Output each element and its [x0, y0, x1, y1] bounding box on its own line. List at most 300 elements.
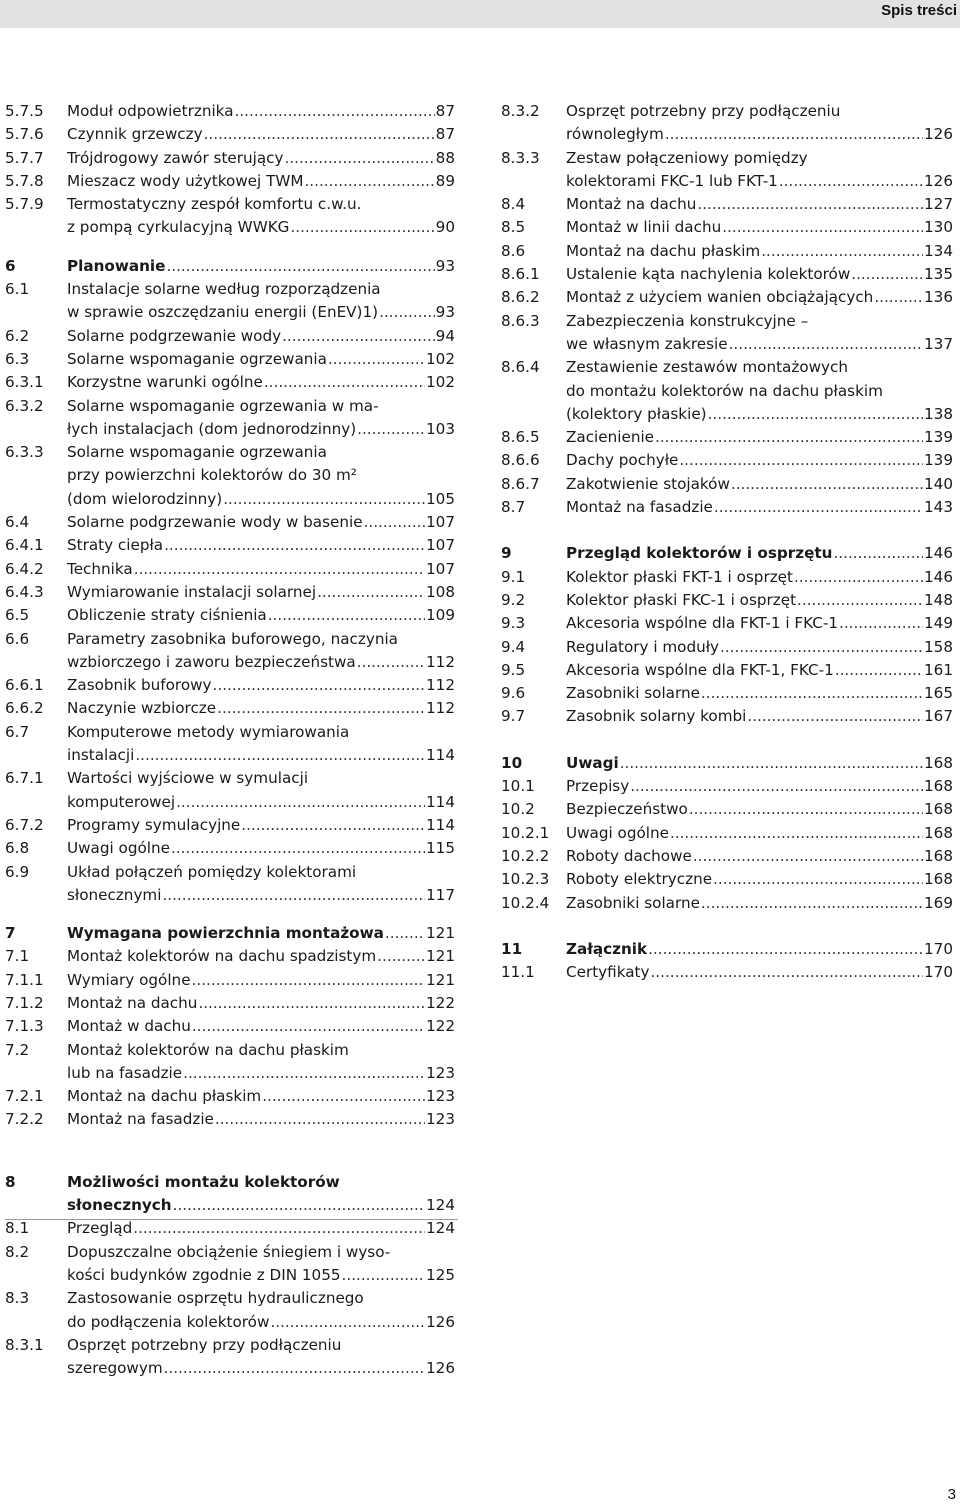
toc-entry[interactable] [501, 822, 953, 845]
toc-entry-title: łych instalacjach (dom jednorodzinny) [67, 419, 357, 438]
toc-entry-title: Przegląd kolektorów i osprzętu [566, 544, 833, 563]
toc-entry-title: Solarne podgrzewanie wody w basenie [67, 513, 363, 532]
toc-entry-number: 9.4 [501, 637, 526, 656]
toc-entry-number: 10.2.4 [501, 893, 550, 912]
dot-leader [215, 1108, 425, 1131]
toc-entry-page: 88 [435, 148, 455, 167]
toc-entry-title: szeregowym [67, 1359, 163, 1378]
toc-entry-title: Programy symulacyjne [67, 815, 241, 834]
toc-entry-page: 123 [426, 1063, 455, 1082]
toc-entry-page: 102 [426, 373, 455, 392]
toc-entry-page: 146 [924, 544, 953, 563]
toc-entry-title: Korzystne warunki ogólne [67, 373, 263, 392]
toc-entry-number: 8.6.7 [501, 474, 540, 493]
toc-entry-page: 170 [924, 963, 953, 982]
toc-entry-number: 8.6.6 [501, 451, 540, 470]
toc-entry-page: 87 [435, 125, 455, 144]
toc-entry-number: 9.2 [501, 590, 526, 609]
toc-entry-title: słonecznymi [67, 885, 162, 904]
toc-entry-number: 8.6.4 [501, 358, 540, 377]
dot-leader [268, 604, 425, 627]
toc-entry-number: 10.2.1 [501, 823, 550, 842]
dot-leader [693, 845, 923, 868]
toc-entry-page: 167 [924, 707, 953, 726]
dot-leader [270, 1311, 425, 1334]
toc-entry-title: Montaż na fasadzie [67, 1110, 214, 1129]
toc-entry[interactable] [5, 170, 455, 193]
toc-entry[interactable] [5, 1108, 455, 1131]
toc-entry[interactable] [5, 581, 455, 604]
toc-entry[interactable] [5, 441, 455, 511]
toc-entry-number: 11 [501, 939, 523, 958]
toc-entry[interactable] [501, 542, 953, 565]
toc-entry[interactable] [5, 1085, 455, 1108]
toc-entry-title: Akcesoria wspólne dla FKT-1, FKC-1 [566, 660, 834, 679]
toc-entry-page: 140 [924, 474, 953, 493]
dot-leader [839, 612, 923, 635]
dot-leader [713, 868, 923, 891]
toc-entry[interactable] [5, 674, 455, 697]
toc-entry-title: Osprzęt potrzebny przy podłączeniu [67, 1335, 342, 1354]
toc-entry[interactable] [5, 992, 455, 1015]
toc-entry-page: 90 [435, 218, 455, 237]
toc-entry[interactable] [5, 558, 455, 581]
toc-entry-title: przy powierzchni kolektorów do 30 m² [67, 466, 357, 485]
section-gap [501, 915, 953, 938]
toc-entry-title: Solarne wspomaganie ogrzewania w ma- [67, 396, 379, 415]
toc-entry-page: 112 [426, 676, 455, 695]
toc-entry-title: Montaż kolektorów na dachu spadzistym [67, 947, 377, 966]
toc-entry-title: (kolektory płaskie) [566, 404, 707, 423]
toc-entry[interactable] [501, 612, 953, 635]
toc-entry-title: Zabezpieczenia konstrukcyjne – [566, 311, 809, 330]
toc-entry-title: Solarne podgrzewanie wody [67, 326, 282, 345]
toc-entry[interactable] [5, 511, 455, 534]
section-gap [5, 1132, 455, 1171]
toc-entry[interactable] [501, 589, 953, 612]
toc-entry-page: 130 [924, 218, 953, 237]
toc-entry-page: 146 [924, 567, 953, 586]
toc-entry-title: Regulatory i moduły [566, 637, 720, 656]
toc-entry-number: 6.4 [5, 513, 30, 532]
toc-entry[interactable] [5, 534, 455, 557]
section-divider [5, 1219, 458, 1220]
toc-entry-number: 6.6.1 [5, 676, 44, 695]
dot-leader [851, 263, 923, 286]
toc-entry-number: 7.2.1 [5, 1087, 44, 1106]
toc-entry[interactable] [501, 100, 953, 147]
toc-entry-title: Zestawienie zestawów montażowych [566, 358, 848, 377]
toc-entry[interactable] [5, 1241, 455, 1288]
toc-entry-title: Załącznik [566, 939, 648, 958]
toc-entry-title: Naczynie wzbiorcze [67, 699, 217, 718]
toc-entry-number: 8.7 [501, 498, 526, 517]
toc-entry-title: Zasobniki solarne [566, 684, 700, 703]
toc-entry[interactable] [501, 286, 953, 309]
dot-leader [379, 301, 435, 324]
toc-entry-page: 108 [426, 582, 455, 601]
toc-entry[interactable] [5, 1287, 455, 1334]
toc-entry-title: Mieszacz wody użytkowej TWM [67, 171, 304, 190]
toc-entry-number: 7.2.2 [5, 1110, 44, 1129]
toc-entry[interactable] [5, 697, 455, 720]
toc-entry[interactable] [5, 1334, 455, 1381]
toc-entry[interactable] [501, 775, 953, 798]
toc-entry[interactable] [501, 426, 953, 449]
toc-column-left [5, 100, 455, 1380]
dot-leader [133, 1217, 425, 1240]
toc-entry-number: 8.3.3 [501, 148, 540, 167]
toc-entry-page: 122 [426, 1017, 455, 1036]
toc-entry-title: Bezpieczeństwo [566, 800, 688, 819]
toc-entry-number: 8.2 [5, 1242, 30, 1261]
toc-entry-number: 5.7.5 [5, 102, 44, 120]
toc-entry[interactable] [501, 473, 953, 496]
toc-entry-page: 121 [426, 924, 455, 943]
toc-entry-page: 126 [426, 1359, 455, 1378]
toc-entry-page: 123 [426, 1110, 455, 1129]
dot-leader [162, 884, 425, 907]
dot-leader [198, 992, 425, 1015]
toc-entry[interactable] [501, 566, 953, 589]
toc-entry-page: 107 [426, 559, 455, 578]
dot-leader [183, 1062, 425, 1085]
toc-entry-page: 124 [426, 1196, 455, 1215]
toc-entry-number: 5.7.7 [5, 148, 44, 167]
toc-entry-title: Parametry zasobnika buforowego, naczynia [67, 629, 398, 648]
toc-entry-title: do podłączenia kolektorów [67, 1312, 270, 1331]
toc-entry-number: 9.3 [501, 614, 526, 633]
toc-entry-number: 6.3.3 [5, 443, 44, 462]
dot-leader [729, 333, 923, 356]
toc-entry[interactable] [5, 371, 455, 394]
dot-leader [176, 791, 425, 814]
toc-entry-title: Montaż w linii dachu [566, 218, 722, 237]
toc-entry-title: Solarne wspomaganie ogrzewania [67, 443, 327, 462]
dot-leader [697, 193, 923, 216]
dot-leader [679, 449, 923, 472]
toc-entry[interactable] [501, 449, 953, 472]
toc-entry[interactable] [501, 636, 953, 659]
toc-entry[interactable] [5, 1171, 455, 1218]
toc-entry-number: 6.3.2 [5, 396, 44, 415]
dot-leader [357, 418, 425, 441]
dot-leader [722, 216, 923, 239]
dot-leader [264, 371, 425, 394]
toc-entry[interactable] [501, 659, 953, 682]
toc-entry[interactable] [501, 938, 953, 961]
toc-entry-title: Montaż z użyciem wanien obciążających [566, 288, 874, 307]
toc-entry-number: 10.1 [501, 777, 535, 796]
toc-entry-title: Montaż kolektorów na dachu płaskim [67, 1040, 349, 1059]
toc-entry-page: 107 [426, 536, 455, 555]
toc-entry[interactable] [5, 628, 455, 675]
toc-entry[interactable] [501, 892, 953, 915]
toc-entry[interactable] [5, 348, 455, 371]
toc-entry[interactable] [5, 1039, 455, 1086]
toc-entry[interactable] [501, 752, 953, 775]
toc-entry-title: Instalacje solarne według rozporządzenia [67, 280, 381, 299]
dot-leader [192, 1015, 425, 1038]
toc-entry-title: słonecznych [67, 1196, 172, 1215]
toc-entry-number: 11.1 [501, 963, 535, 982]
section-gap [501, 729, 953, 752]
toc-entry-title: Montaż na dachu płaskim [67, 1087, 262, 1106]
dot-leader [377, 945, 425, 968]
toc-entry-page: 94 [435, 326, 455, 345]
toc-entry-number: 8.3.1 [5, 1335, 44, 1354]
toc-entry[interactable] [5, 325, 455, 348]
page-number: 3 [947, 1486, 956, 1503]
toc-entry[interactable] [5, 604, 455, 627]
toc-entry-title: Dachy pochyłe [566, 451, 679, 470]
toc-entry[interactable] [501, 868, 953, 891]
toc-entry[interactable] [5, 123, 455, 146]
dot-leader [665, 123, 923, 146]
dot-leader [357, 651, 425, 674]
toc-entry-title: wzbiorczego i zaworu bezpieczeństwa [67, 652, 356, 671]
toc-entry-title: równoległym [566, 125, 664, 144]
toc-entry-number: 9.5 [501, 660, 526, 679]
toc-entry-number: 6.3 [5, 349, 30, 368]
toc-entry-title: Możliwości montażu kolektorów [67, 1172, 340, 1191]
toc-entry-title: Montaż na dachu płaskim [566, 241, 761, 260]
toc-entry-page: 168 [924, 777, 953, 796]
toc-entry[interactable] [5, 193, 455, 240]
toc-entry-title: Solarne wspomaganie ogrzewania [67, 349, 327, 368]
dot-leader [173, 1194, 425, 1217]
dot-leader [166, 255, 434, 278]
header-bar [0, 0, 960, 28]
dot-leader [282, 325, 435, 348]
toc-entry[interactable] [5, 1015, 455, 1038]
dot-leader [708, 403, 923, 426]
toc-entry-title: Zacienienie [566, 428, 655, 447]
toc-entry-page: 148 [924, 590, 953, 609]
toc-entry-title: Montaż na dachu [67, 993, 198, 1012]
section-gap [5, 240, 455, 255]
toc-entry-title: do montażu kolektorów na dachu płaskim [566, 381, 883, 400]
dot-leader [747, 705, 923, 728]
toc-entry[interactable] [501, 961, 953, 984]
toc-entry-title: Uwagi [566, 753, 619, 772]
toc-entry-number: 8.6.1 [501, 265, 540, 284]
toc-entry-number: 10.2.3 [501, 870, 550, 889]
toc-entry-title: Akcesoria wspólne dla FKT-1 i FKC-1 [566, 614, 838, 633]
toc-entry-number: 7.1.2 [5, 993, 44, 1012]
toc-entry[interactable] [5, 255, 455, 278]
toc-entry[interactable] [501, 496, 953, 519]
toc-entry-title: Wymiarowanie instalacji solarnej [67, 582, 317, 601]
toc-entry-title: Planowanie [67, 256, 166, 275]
toc-entry-title: w sprawie oszczędzaniu energii (EnEV)1) [67, 303, 379, 322]
toc-entry-number: 7.1.1 [5, 970, 44, 989]
toc-entry-title: Zestaw połączeniowy pomiędzy [566, 148, 808, 167]
toc-entry-number: 8.3 [5, 1289, 30, 1308]
toc-entry-number: 10 [501, 753, 523, 772]
toc-entry-title: Czynnik grzewczy [67, 125, 203, 144]
toc-entry[interactable] [5, 922, 455, 945]
toc-entry-page: 103 [426, 419, 455, 438]
dot-leader [304, 170, 434, 193]
dot-leader [204, 123, 435, 146]
toc-entry[interactable] [501, 263, 953, 286]
dot-leader [285, 147, 435, 170]
toc-entry-page: 161 [924, 660, 953, 679]
toc-entry[interactable] [501, 193, 953, 216]
toc-entry[interactable] [5, 100, 455, 123]
toc-entry[interactable] [5, 395, 455, 442]
toc-entry-page: 126 [924, 171, 953, 190]
dot-leader [262, 1085, 425, 1108]
toc-entry-title: Zakotwienie stojaków [566, 474, 730, 493]
toc-entry-number: 6.4.3 [5, 582, 44, 601]
dot-leader [328, 348, 425, 371]
toc-entry-title: Technika [67, 559, 133, 578]
toc-entry-page: 112 [426, 652, 455, 671]
toc-entry[interactable] [5, 147, 455, 170]
toc-entry-page: 170 [924, 939, 953, 958]
toc-entry-title: Obliczenie straty ciśnienia [67, 606, 267, 625]
toc-entry[interactable] [501, 682, 953, 705]
toc-entry-title: Straty ciepła [67, 536, 164, 555]
toc-entry[interactable] [5, 278, 455, 325]
toc-entry-number: 8.6.2 [501, 288, 540, 307]
toc-entry-title: Uwagi ogólne [67, 839, 170, 858]
toc-entry-number: 6.2 [5, 326, 30, 345]
toc-entry[interactable] [5, 945, 455, 968]
toc-entry-page: 87 [435, 102, 455, 120]
toc-entry-page: 134 [924, 241, 953, 260]
dot-leader [217, 697, 425, 720]
toc-entry[interactable] [501, 240, 953, 263]
toc-entry-page: 124 [426, 1219, 455, 1238]
toc-entry-title: komputerowej [67, 792, 176, 811]
toc-entry-title: Trójdrogowy zawór sterujący [67, 148, 284, 167]
dot-leader [779, 170, 923, 193]
toc-entry-title: Wymiary ogólne [67, 970, 191, 989]
section-gap [501, 519, 953, 542]
toc-entry-number: 8.6 [501, 241, 526, 260]
toc-entry-title: instalacji [67, 746, 135, 765]
toc-entry[interactable] [501, 147, 953, 194]
toc-entry-number: 6.1 [5, 280, 30, 299]
toc-entry-page: 168 [924, 753, 953, 772]
toc-entry-title: lub na fasadzie [67, 1063, 183, 1082]
toc-entry[interactable] [5, 814, 455, 837]
toc-entry-number: 6.4.1 [5, 536, 44, 555]
toc-entry-number: 6.5 [5, 606, 30, 625]
toc-entry-number: 6.7 [5, 722, 30, 741]
toc-entry-number: 6.6 [5, 629, 30, 648]
toc-entry-page: 123 [426, 1087, 455, 1106]
toc-entry-title: Moduł odpowietrznika [67, 102, 234, 120]
toc-entry-title: Montaż w dachu [67, 1017, 191, 1036]
dot-leader [164, 1357, 425, 1380]
dot-leader [213, 674, 425, 697]
toc-entry-page: 168 [924, 870, 953, 889]
toc-entry-number: 6.3.1 [5, 373, 44, 392]
dot-leader [385, 922, 425, 945]
toc-entry-page: 93 [435, 256, 455, 275]
toc-entry-title: Kolektor płaski FKC-1 i osprzęt [566, 590, 797, 609]
toc-entry[interactable] [5, 969, 455, 992]
toc-entry-page: 102 [426, 349, 455, 368]
toc-entry-number: 9.6 [501, 684, 526, 703]
toc-entry[interactable] [5, 837, 455, 860]
toc-entry-page: 168 [924, 823, 953, 842]
dot-leader [835, 659, 923, 682]
toc-entry-page: 135 [924, 265, 953, 284]
toc-entry-page: 138 [924, 404, 953, 423]
toc-entry-number: 7.1 [5, 947, 30, 966]
toc-entry[interactable] [5, 861, 455, 908]
toc-entry-page: 114 [426, 746, 455, 765]
toc-entry-number: 7.2 [5, 1040, 30, 1059]
toc-entry[interactable] [501, 356, 953, 426]
toc-entry-title: we własnym zakresie [566, 334, 728, 353]
toc-entry[interactable] [501, 310, 953, 357]
toc-entry[interactable] [501, 705, 953, 728]
toc-entry[interactable] [501, 798, 953, 821]
section-gap [5, 907, 455, 922]
toc-entry-page: 114 [426, 792, 455, 811]
toc-entry-page: 136 [924, 288, 953, 307]
dot-leader [171, 837, 425, 860]
toc-entry-number: 9.7 [501, 707, 526, 726]
dot-leader [714, 496, 923, 519]
toc-entry-page: 121 [426, 947, 455, 966]
toc-entry-page: 117 [426, 885, 455, 904]
toc-entry-title: Przegląd [67, 1219, 133, 1238]
toc-entry[interactable] [501, 845, 953, 868]
toc-entry-number: 9 [501, 544, 512, 563]
toc-entry-page: 125 [426, 1265, 455, 1284]
toc-entry-number: 8.6.3 [501, 311, 540, 330]
dot-leader [135, 744, 425, 767]
dot-leader [650, 961, 923, 984]
dot-leader [134, 558, 425, 581]
dot-leader [317, 581, 425, 604]
toc-entry-title: Montaż na dachu [566, 195, 697, 214]
toc-entry-number: 5.7.9 [5, 195, 44, 214]
toc-entry-number: 10.2.2 [501, 846, 550, 865]
toc-entry-page: 165 [924, 684, 953, 703]
toc-entry-title: Zasobnik solarny kombi [566, 707, 747, 726]
toc-entry[interactable] [5, 767, 455, 814]
dot-leader [874, 286, 923, 309]
toc-entry-number: 6.8 [5, 839, 30, 858]
toc-entry-page: 115 [426, 839, 455, 858]
toc-entry-number: 7.1.3 [5, 1017, 44, 1036]
toc-entry-number: 8.6.5 [501, 428, 540, 447]
toc-entry-page: 137 [924, 334, 953, 353]
toc-entry-page: 168 [924, 800, 953, 819]
toc-entry-page: 105 [426, 489, 455, 508]
toc-entry-number: 5.7.6 [5, 125, 44, 144]
toc-entry[interactable] [5, 1217, 455, 1240]
toc-entry-number: 6.6.2 [5, 699, 44, 718]
toc-entry-number: 6 [5, 256, 16, 275]
toc-entry-title: Certyfikaty [566, 963, 650, 982]
toc-entry-page: 93 [435, 303, 455, 322]
dot-leader [241, 814, 425, 837]
toc-entry-number: 6.9 [5, 862, 30, 881]
dot-leader [731, 473, 923, 496]
toc-entry[interactable] [501, 216, 953, 239]
toc-entry-number: 10.2 [501, 800, 535, 819]
toc-entry[interactable] [5, 721, 455, 768]
